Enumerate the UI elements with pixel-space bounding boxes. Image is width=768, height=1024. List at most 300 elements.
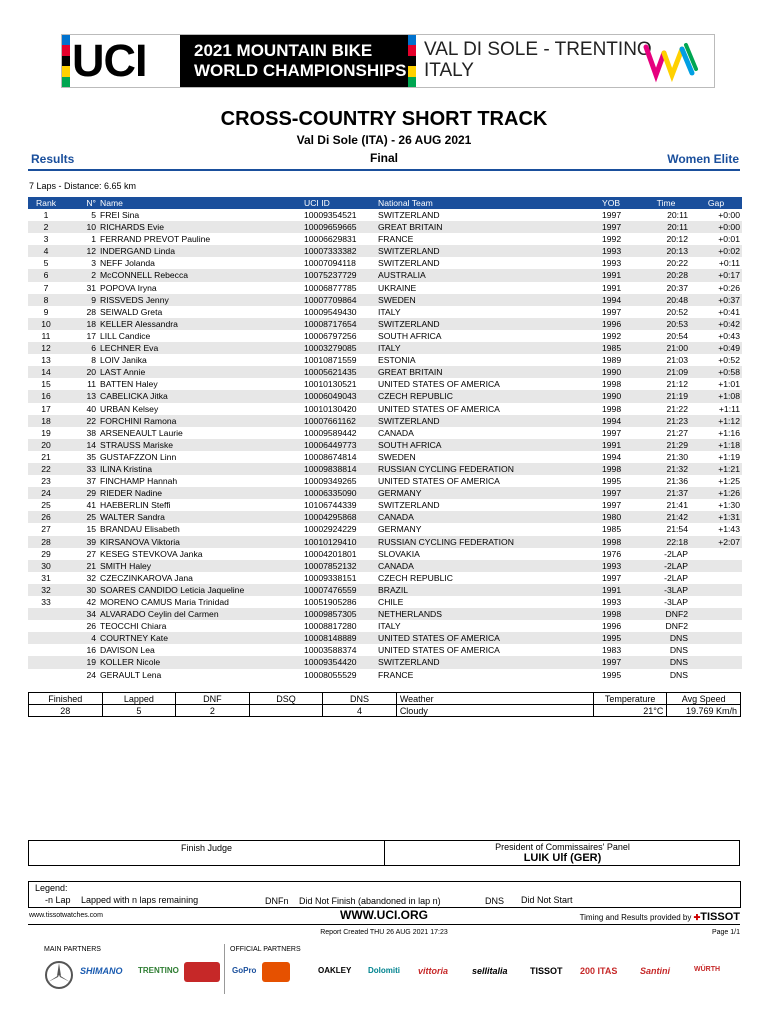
cell-bib: 35 — [86, 451, 96, 462]
cell-time: 20:28 — [642, 269, 690, 281]
category-label: Women Elite — [667, 152, 739, 166]
summary-value-row — [29, 705, 741, 717]
cell-time: DNS — [642, 632, 690, 644]
cell-bib: 17 — [86, 330, 96, 341]
cell-gap: +1:11 — [718, 403, 740, 414]
cell-rank: 2 — [28, 221, 64, 233]
cell-time: DNF2 — [642, 608, 690, 620]
cell-uci-id: 10005621435 — [302, 366, 376, 378]
cell-name: BATTEN Haley — [100, 379, 158, 390]
summary-finished-label: Finished — [29, 693, 103, 705]
cell-time: 21:00 — [642, 342, 690, 354]
cell-name: TEOCCHI Chiara — [100, 621, 167, 632]
col-bib: N° — [64, 197, 98, 209]
cell-team: ITALY — [378, 306, 401, 317]
cell-uci-id: 10008674814 — [304, 451, 357, 462]
cell-name: GUSTAFZZON Linn — [100, 451, 177, 462]
cell-rank: 11 — [41, 330, 51, 341]
cell-name: LOIV Janika — [100, 355, 147, 366]
cell-time: DNS — [642, 656, 690, 668]
cell-yob: 1998 — [600, 536, 642, 548]
cell-team: CANADA — [378, 427, 414, 438]
table-row — [28, 596, 742, 608]
cell-yob: 1992 — [602, 234, 622, 245]
mercedes-logo-icon — [44, 960, 74, 990]
table-row — [28, 499, 742, 511]
cell-bib: 18 — [64, 318, 98, 330]
summary-speed-value: 19.769 Km/h — [667, 705, 741, 717]
cell-gap — [690, 584, 742, 596]
cell-team: SOUTH AFRICA — [376, 439, 600, 451]
cell-team: ITALY — [378, 621, 401, 632]
cell-team: SWITZERLAND — [378, 210, 440, 220]
cell-uci-id: 10006629831 — [304, 234, 357, 245]
race-title: CROSS-COUNTRY SHORT TRACK — [220, 108, 548, 130]
wurth-logo-icon: WÜRTH — [694, 966, 721, 973]
cell-yob: 1990 — [600, 390, 642, 402]
table-row — [28, 415, 742, 427]
selle-italia-logo-icon: sellitalia — [472, 966, 508, 976]
cell-name: MORENO CAMUS Maria Trinidad — [100, 597, 229, 607]
cell-team: CANADA — [376, 560, 600, 572]
cell-team: UNITED STATES OF AMERICA — [378, 403, 500, 414]
cell-time: -2LAP — [664, 572, 688, 583]
cell-name: KOLLER Nicole — [98, 656, 302, 668]
table-row — [28, 548, 742, 560]
footer-divider — [28, 924, 740, 925]
legend-dns-code: DNS — [485, 896, 505, 906]
cell-team: SLOVAKIA — [378, 548, 420, 559]
cell-rank: 29 — [41, 548, 51, 559]
tissot-cross-icon: ✚ — [693, 913, 701, 922]
cell-yob: 1997 — [602, 572, 622, 583]
legend-title: Legend: — [35, 883, 68, 893]
cell-uci-id: 10002924229 — [304, 524, 357, 535]
cell-uci-id: 10009857305 — [302, 608, 376, 620]
header-divider — [28, 169, 740, 171]
uci-url[interactable]: WWW.UCI.ORG — [340, 908, 428, 922]
cell-team: NETHERLANDS — [376, 608, 600, 620]
cell-name: ALVARADO Ceylin del Carmen — [98, 608, 302, 620]
cell-bib: 33 — [64, 463, 98, 475]
cell-name: FERRAND PREVOT Pauline — [100, 234, 211, 245]
cell-time: 21:27 — [666, 427, 688, 438]
table-row — [28, 620, 742, 632]
cell-gap — [690, 596, 742, 608]
summary-weather-value: Cloudy — [396, 705, 593, 717]
cell-bib: 9 — [64, 294, 98, 306]
cell-uci-id: 10006449773 — [302, 439, 376, 451]
cell-bib: 39 — [64, 536, 98, 548]
table-row — [28, 330, 742, 342]
cell-time: 20:37 — [666, 282, 688, 293]
venue-line-2: ITALY — [424, 60, 474, 81]
cell-gap: +1:21 — [690, 463, 742, 475]
cell-team: RUSSIAN CYCLING FEDERATION — [376, 463, 600, 475]
cell-team: SWITZERLAND — [378, 500, 440, 511]
cell-uci-id: 10006797256 — [304, 330, 357, 341]
cell-team: SWITZERLAND — [378, 258, 440, 269]
cell-rank: 6 — [28, 269, 64, 281]
tissot-brand: TISSOT — [700, 911, 740, 923]
cell-rank — [28, 620, 64, 632]
cell-bib: 31 — [86, 282, 96, 293]
cell-bib: 32 — [86, 572, 96, 583]
cell-bib: 25 — [64, 511, 98, 523]
cell-name: FORCHINI Ramona — [98, 415, 302, 427]
cell-time: 20:12 — [666, 234, 688, 245]
cell-gap: +1:19 — [718, 451, 740, 462]
cell-team: UNITED STATES OF AMERICA — [378, 379, 500, 390]
cell-time: 21:19 — [642, 390, 690, 402]
cell-uci-id: 10010871559 — [304, 355, 357, 366]
cell-time: 21:42 — [642, 511, 690, 523]
cell-rank: 27 — [41, 524, 51, 535]
cell-uci-id: 10004201801 — [304, 548, 357, 559]
cell-rank: 26 — [28, 511, 64, 523]
cell-time: 21:12 — [666, 379, 688, 390]
championship-line-2: WORLD CHAMPIONSHIPS — [194, 61, 407, 80]
cell-gap: +0:00 — [690, 221, 742, 233]
summary-temperature-value: 21°C — [593, 705, 667, 717]
col-team: National Team — [376, 197, 600, 209]
cell-yob: 1996 — [602, 621, 622, 632]
cell-time: 21:36 — [666, 476, 688, 487]
cell-bib: 15 — [86, 524, 96, 535]
cell-yob: 1994 — [600, 415, 642, 427]
cell-rank: 12 — [28, 342, 64, 354]
cell-rank: 25 — [41, 500, 51, 511]
cell-rank — [28, 644, 64, 656]
cell-team: CANADA — [376, 511, 600, 523]
summary-dns-value: 4 — [323, 705, 397, 717]
cell-yob: 1993 — [602, 258, 622, 269]
cell-yob: 1996 — [600, 318, 642, 330]
cell-uci-id: 10009838814 — [302, 463, 376, 475]
officials-box — [28, 840, 740, 866]
cell-time: DNS — [669, 669, 688, 680]
cell-yob: 1997 — [600, 487, 642, 499]
cell-rank — [28, 632, 64, 644]
cell-uci-id: 10009349265 — [304, 476, 357, 487]
cell-gap: +1:43 — [718, 524, 740, 535]
cell-yob: 1983 — [602, 645, 622, 656]
summary-dsq-value — [249, 705, 323, 717]
cell-name: ARSENEAULT Laurie — [100, 427, 183, 438]
cell-yob: 1976 — [602, 548, 622, 559]
cell-gap: +0:42 — [690, 318, 742, 330]
cell-time: DNF2 — [665, 621, 688, 632]
table-row — [28, 257, 742, 269]
cell-time: 21:54 — [666, 524, 688, 535]
table-row — [28, 233, 742, 245]
table-row — [28, 439, 742, 451]
cell-gap: +0:58 — [690, 366, 742, 378]
cell-rank: 4 — [28, 245, 64, 257]
cell-rank: 1 — [43, 210, 49, 220]
cell-yob: 1989 — [602, 355, 622, 366]
cell-yob: 1990 — [600, 366, 642, 378]
cell-time: 20:54 — [666, 330, 688, 341]
cell-gap: +1:01 — [718, 379, 740, 390]
santini-logo-icon: Santini — [640, 966, 671, 976]
cell-team: FRANCE — [378, 669, 414, 680]
report-created: Report Created THU 26 AUG 2021 17:23 — [320, 929, 448, 936]
cell-rank: 22 — [28, 463, 64, 475]
cell-gap: +1:16 — [718, 427, 740, 438]
cell-bib: 22 — [64, 415, 98, 427]
cell-yob: 1997 — [602, 427, 622, 438]
cell-uci-id: 10009338151 — [304, 572, 357, 583]
cell-yob: 1992 — [602, 330, 622, 341]
cell-time: 20:13 — [642, 245, 690, 257]
table-row — [28, 306, 742, 318]
cell-team: UNITED STATES OF AMERICA — [378, 476, 500, 487]
cell-time: 22:18 — [642, 536, 690, 548]
table-row — [28, 584, 742, 596]
president-block — [385, 842, 740, 866]
col-yob: YOB — [600, 197, 642, 209]
cell-uci-id: 10106744339 — [304, 500, 357, 511]
vittoria-logo-icon: vittoria — [418, 966, 449, 976]
cell-gap — [690, 644, 742, 656]
col-time: Time — [642, 197, 690, 209]
cell-uci-id: 10004295868 — [302, 511, 376, 523]
table-row — [28, 282, 742, 294]
cell-name: RISSVEDS Jenny — [98, 294, 302, 306]
cell-time: 21:30 — [666, 451, 688, 462]
cell-gap: +1:12 — [690, 415, 742, 427]
cell-bib: 29 — [64, 487, 98, 499]
cell-team: ESTONIA — [378, 355, 416, 366]
table-row — [28, 560, 742, 572]
cell-bib: 12 — [64, 245, 98, 257]
cell-name: GERAULT Lena — [100, 669, 162, 680]
cell-gap: +0:01 — [718, 234, 740, 245]
results-label: Results — [31, 152, 75, 166]
table-row — [28, 269, 742, 281]
cell-yob: 1985 — [600, 342, 642, 354]
summary-dnf-value: 2 — [176, 705, 250, 717]
president-name: LUIK Ulf (GER) — [523, 852, 602, 864]
table-row — [28, 366, 742, 378]
cell-gap: +0:49 — [690, 342, 742, 354]
cell-time: -3LAP — [664, 597, 688, 607]
table-row — [28, 463, 742, 475]
cell-gap: +0:17 — [690, 269, 742, 281]
cell-name: RICHARDS Evie — [98, 221, 302, 233]
cell-rank: 3 — [43, 234, 49, 245]
cell-time: 20:11 — [642, 221, 690, 233]
cell-yob: 1985 — [602, 524, 622, 535]
cell-rank: 10 — [28, 318, 64, 330]
cell-bib: 14 — [64, 439, 98, 451]
tissot-url[interactable]: www.tissotwatches.com — [29, 912, 103, 919]
cell-bib: 5 — [91, 210, 96, 220]
legend-dnf-desc: Did Not Finish (abandoned in lap n) — [299, 896, 441, 906]
main-partners-label: MAIN PARTNERS — [44, 946, 101, 953]
cell-bib: 2 — [64, 269, 98, 281]
cell-name: CZECZINKAROVA Jana — [100, 572, 193, 583]
cell-team: CZECH REPUBLIC — [378, 572, 453, 583]
cell-rank: 20 — [28, 439, 64, 451]
cell-gap — [690, 560, 742, 572]
cell-bib: 42 — [86, 597, 96, 607]
cell-team: UNITED STATES OF AMERICA — [378, 645, 500, 656]
cell-time: 20:52 — [666, 306, 688, 317]
legend-box — [28, 881, 741, 908]
cell-name: KESEG STEVKOVA Janka — [100, 548, 203, 559]
cell-gap: +1:30 — [718, 500, 740, 511]
cell-gap: +0:37 — [690, 294, 742, 306]
cell-name: INDERGAND Linda — [98, 245, 302, 257]
cell-name: FREI Sina — [100, 210, 140, 220]
cell-name: NEFF Jolanda — [100, 258, 155, 269]
table-row — [28, 451, 742, 463]
cell-bib: 27 — [86, 548, 96, 559]
table-row — [28, 342, 742, 354]
rainbow-band — [408, 35, 416, 87]
cell-rank: 19 — [41, 427, 51, 438]
cell-team: ITALY — [376, 342, 600, 354]
cell-name: KIRSANOVA Viktoria — [98, 536, 302, 548]
cell-time: 21:22 — [666, 403, 688, 414]
val-di-sole-logo-icon — [642, 39, 702, 83]
cell-bib: 37 — [86, 476, 96, 487]
cell-name: SEIWALD Greta — [100, 306, 163, 317]
summary-dsq-label: DSQ — [249, 693, 323, 705]
cell-time: 21:41 — [666, 500, 688, 511]
table-row — [28, 475, 742, 487]
table-row — [28, 354, 742, 366]
cell-team: SWITZERLAND — [376, 415, 600, 427]
cell-rank: 14 — [28, 366, 64, 378]
table-row — [28, 511, 742, 523]
cell-uci-id: 10010130521 — [304, 379, 357, 390]
cell-team: UKRAINE — [378, 282, 417, 293]
cell-bib: 13 — [64, 390, 98, 402]
cell-gap — [690, 620, 742, 632]
legend-dnf-code: DNFn — [265, 896, 289, 906]
cell-time: 21:37 — [642, 487, 690, 499]
cell-yob: 1997 — [602, 210, 622, 220]
cell-rank: 32 — [28, 584, 64, 596]
cell-uci-id: 10008717654 — [302, 318, 376, 330]
cell-rank: 33 — [41, 597, 51, 607]
cell-gap: +1:25 — [718, 476, 740, 487]
trentino-logo-icon: TRENTINO — [138, 966, 179, 975]
partners-divider — [224, 944, 225, 994]
col-name: Name — [98, 197, 302, 209]
summary-speed-label: Avg Speed — [667, 693, 741, 705]
cell-rank: 13 — [41, 355, 51, 366]
col-rank: Rank — [28, 197, 64, 209]
cell-bib: 1 — [91, 234, 96, 245]
cell-name: KELLER Alessandra — [98, 318, 302, 330]
table-row — [28, 209, 742, 221]
cell-time: -3LAP — [642, 584, 690, 596]
cell-gap — [690, 656, 742, 668]
cell-yob: 1980 — [600, 511, 642, 523]
table-row — [28, 572, 742, 584]
cell-time: 21:23 — [642, 415, 690, 427]
cell-uci-id: 10007709864 — [302, 294, 376, 306]
summary-table — [28, 692, 741, 717]
cell-yob: 1993 — [600, 245, 642, 257]
cell-name: FINCHAMP Hannah — [100, 476, 178, 487]
cell-gap — [690, 548, 742, 560]
cell-team: GERMANY — [376, 487, 600, 499]
cell-team: GREAT BRITAIN — [376, 221, 600, 233]
table-row — [28, 656, 742, 668]
cell-time: 21:29 — [642, 439, 690, 451]
cell-time: 20:48 — [642, 294, 690, 306]
cell-uci-id: 10009354420 — [302, 656, 376, 668]
table-row — [28, 608, 742, 620]
cell-name: POPOVA Iryna — [100, 282, 157, 293]
tissot-logo-icon: TISSOT — [530, 966, 563, 976]
cell-yob: 1991 — [602, 282, 622, 293]
cell-gap — [690, 572, 742, 584]
cell-rank: 28 — [28, 536, 64, 548]
cell-team: SWITZERLAND — [376, 656, 600, 668]
cell-gap: +1:26 — [690, 487, 742, 499]
cell-uci-id: 10008817280 — [304, 621, 357, 632]
cell-gap: +1:31 — [690, 511, 742, 523]
cell-name: LILL Candice — [100, 330, 151, 341]
cell-uci-id: 10009354521 — [304, 210, 357, 220]
distance-info: 7 Laps - Distance: 6.65 km — [29, 181, 137, 191]
cell-name: LAST Annie — [98, 366, 302, 378]
cell-uci-id: 10010130420 — [304, 403, 357, 414]
cell-time: 20:11 — [667, 210, 688, 220]
cell-team: GREAT BRITAIN — [376, 366, 600, 378]
page-number: Page 1/1 — [711, 929, 740, 936]
table-row — [28, 487, 742, 499]
cell-team: UNITED STATES OF AMERICA — [376, 632, 600, 644]
cell-bib: 24 — [86, 669, 96, 680]
summary-temperature-label: Temperature — [593, 693, 667, 705]
cell-uci-id: 10006877785 — [304, 282, 357, 293]
cell-yob: 1997 — [600, 656, 642, 668]
cell-uci-id: 10003279085 — [302, 342, 376, 354]
cell-rank: 5 — [43, 258, 49, 269]
cell-yob: 1994 — [602, 451, 622, 462]
cell-gap: +0:43 — [718, 330, 740, 341]
cell-yob: 1997 — [602, 306, 622, 317]
cell-yob: 1991 — [600, 439, 642, 451]
itas-logo-icon: 200 ITAS — [580, 966, 618, 976]
cell-team: GERMANY — [378, 524, 422, 535]
cell-name: CABELICKA Jitka — [98, 390, 302, 402]
cell-name: URBAN Kelsey — [100, 403, 159, 414]
cell-yob: 1998 — [600, 608, 642, 620]
cell-time: 21:03 — [666, 355, 688, 366]
cell-rank: 24 — [28, 487, 64, 499]
cell-yob: 1995 — [600, 632, 642, 644]
cell-team: SWEDEN — [378, 451, 416, 462]
cell-bib: 8 — [91, 355, 96, 366]
race-subtitle: Val Di Sole (ITA) - 26 AUG 2021 — [296, 133, 472, 147]
cell-bib: 30 — [64, 584, 98, 596]
cell-yob: 1998 — [602, 403, 622, 414]
cell-rank: 16 — [28, 390, 64, 402]
cell-rank — [28, 669, 64, 681]
cell-uci-id: 10007094118 — [304, 258, 356, 269]
phase-label: Final — [369, 151, 398, 165]
cell-yob: 1995 — [602, 476, 622, 487]
legend-lap-desc: Lapped with n laps remaining — [81, 895, 199, 905]
